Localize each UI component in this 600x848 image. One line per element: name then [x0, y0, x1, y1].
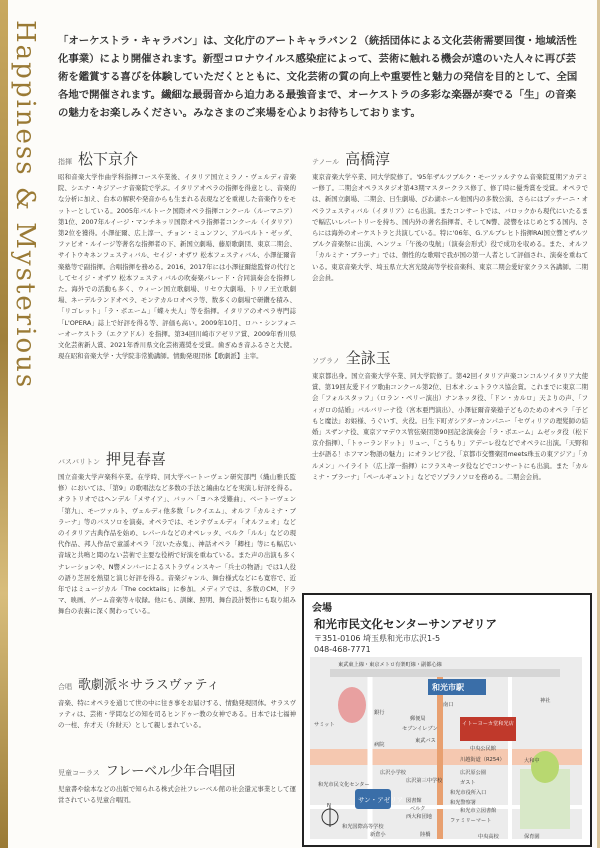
chorus-header: [58, 674, 219, 693]
map-ito: イトーヨーカ堂和光店: [462, 721, 514, 727]
soprano-header: [312, 347, 391, 368]
vertical-title: [10, 20, 40, 760]
kids-chorus-role: 児童コーラス: [58, 769, 100, 777]
conductor-name: 松下京介: [78, 150, 139, 168]
baritone-header: [58, 448, 166, 469]
map-bank: 銀行: [374, 710, 385, 716]
map-station: 和光市駅: [432, 683, 464, 692]
map-kiki: 和光市民文化センター: [318, 782, 370, 788]
map-line-label: 東武東上線・東京メトロ有楽町線・副都心線: [338, 662, 442, 668]
map-hospital: 病院: [374, 742, 385, 748]
map-bus: 東武バス: [415, 738, 436, 744]
venue-address-block: [314, 633, 440, 655]
map-belc: ベルク: [410, 806, 426, 812]
map-seven: セブンイレブン: [402, 726, 438, 732]
chorus-role: 合唱: [58, 683, 72, 691]
kids-chorus-name: フレーベル少年合唱団: [105, 764, 236, 779]
soprano-name: 全詠玉: [345, 349, 391, 367]
soprano-role: ソプラノ: [312, 357, 340, 365]
baritone-role: バスバリトン: [58, 458, 100, 466]
baritone-bio: 国立音楽大学声楽科卒業。在学時、同大学ベートーヴェン研究部門（織山雅氏監修）においては、「第9」の歌唱法など多数の手法と編曲などを実演し好評を得る。オラトリオではヘンデル「メサイア」、バッハ「ヨハネ受難曲」、ベートーヴェン「第九」、モーツァルト、ヴェルディ他多数「レクイエム」、オルフ「カルミナ・ブラーナ」等のバスソロを演奏。オペラでは、モンテヴェルディ「オルフェオ」などのイタリア古典作品を始め、レパールなどのオペレッタ、ベルク「ルル」などの現代作品、邦人作品で童謡オペラ「泣いた赤鬼」、神話オペラ「卿柱」等にも幅広い音域と共鳴と聞のない芸術で主要な役柄で好演を重ねている。また声の出演も多くナレーションや、N響メンバーによるストラヴィンスキー「兵士の物語」では1人役の語り芝居を熱望と演じ好評を得る。音楽ジャンル、舞台様式などにも寛容で、近年ではミュージカル「The cocktails」に参加。メディアでは、多数のCM、ドラマ、映画、ゲーム音楽等々収録。他にも、訓練、照明、舞台設計製作にも取り組み舞台の表裏に深く関わっている。: [58, 473, 296, 616]
tenor-bio: 東京音楽大学卒業、同大学院修了。'95年ザルツブルク・モーツァルテウム音楽院夏期アカデミー修了。二期会オペラスタジオ第43期マスタークラス修了、修了時に優秀賞を受賞。オペラでは、新国立劇場、二期会、日生劇場、びわ湖ホール他国内の多数公演、さらにはプッチーニ・オペラフェスティバル（イタリア）にも出演。またコンサートでは、バロックから現代にいたるまで幅広いレパートリーを持ち、国内外の著名指揮者、そしてN響、読響をはじめとする国内、さらには海外のオーケストラと共演している。特に'06年、G.アルブレヒト指揮RAI国立響とザルツブルク音楽祭に出演、ヘンツェ「午後の曳航」（演奏会形式）役で成功を収める。また、オルフ「カルミナ・ブラーナ」では、個性的な歌唱で我が国の第一人者として評価され、演奏を重ねている。東京音楽大学、埼玉県立大宮光陵高等学校音楽科、東京二期会愛好家クラス各講師。二期会会員。: [312, 173, 588, 282]
conductor-bio: 昭和音楽大学作曲学科指揮コース卒業後、イタリア国立ミラノ・ヴェルディ音楽院、シエナ・キジアーナ音楽院で学ぶ。イタリアオペラの指揮を得意とし、音楽的な分析に加え、台本の解釈や発音からも生まれる表現などを重視した音楽作りをモットーとしている。2005年バルトーク国際オペラ指揮コンクール（ルーマニア）第1位、2007年ルイージ・マンチネッリ国際オペラ指揮者コンクール（イタリア）第2位を獲得。小澤征爾、広上淳一、チョン・ミュンフン、アルベルト・ゼッダ、ファビオ・ルイージ等著名な指揮者の下、新国立劇場、藤原歌劇団、東京二期会、サイトウキネンフェスティバル、セイジ・オザワ 松本フェスティバル、小澤征爾音楽塾等で副指揮。合唱指揮を務める。2016、2017年には小澤征爾総監督の代行としてセイジ・オザワ 松本フェスティバルの吹奏楽パレード・合同演奏会を指揮した。海外での活動も多く、ウィーン国立歌劇場、リセウ大劇場、トリノ王立歌劇場、ネーデルランドオペラ、モンテカルロオペラ等、数多くの劇場で研鑽を積み、「リゴレット」「ラ・ボエーム」「蝶々夫人」等を指揮。イタリアのオペラ専門誌「L'OPERA」誌上で好評を得る等、評価も高い。2009年10月、ロハ・シンフォニーオーケストラ（エクアドル）を指揮。第34回川崎市アゼリア賞、2009年香川県文化芸術新人賞、2021年香川県文化芸術選奨を受賞。歯ぎぬき音ふるさと大使。現在昭和音楽大学・大学院非常勤講師。情動発現団体【歌劇派】主宰。: [58, 173, 296, 361]
map-central: 中央公民館: [470, 746, 496, 752]
baritone-name: 押見春喜: [106, 450, 167, 468]
map-familymart: ファミリーマート: [450, 818, 492, 824]
soprano-bio: 東京都出身。国立音楽大学卒業、同大学院修了。第42回イタリア声楽コンコルソイタリア大使賞、第19回友愛ドイツ歌曲コンクール第2位、日本オ.シュトラウス協会賞。これまでに東京二期会「フォルスタッフ」（ロラン・ペリー演出）ナンネッタ役、「ドン・カルロ」天よりの声、「フィガロの結婚」バルバリーナ役（宮本亜門演出）、小澤征爾音楽塾子どものためのオペラ「子どもと魔法」お姫様、うぐいす、火役。日生下町ガシアターカンパニー「セヴィリアの理髪師の結婚」スザンナ役、東京アマデウス管弦楽団第90回記念演奏会「ラ・ボエーム」ムゼッタ役（松下京介指揮）、「トゥーランドット」リュー、「こうもり」アデーレ役などでオペラに出演。「天野和士が語る！ホフマン物語の魅力」にオランピア役、「京都市交響楽団meets珠玉の東アジア」「カルメン」ハイライト（広上淳一指揮）にフラスキータ役などでコンサートにも出演。また「カルミナ・ブラーナ」「ペールギュント」などでソプラノソロを務める。二期会会員。: [312, 372, 588, 481]
tenor-header: [312, 148, 390, 169]
map-west-yamato: 西大和団地: [406, 814, 432, 820]
map-daycare: 保育園: [524, 834, 540, 840]
map-summit: サミット: [314, 722, 335, 728]
map-logo: サン・アゼリア: [358, 796, 404, 804]
map-hiro-elem: 広沢小学校: [380, 770, 406, 776]
map-police: 和光警察署: [450, 800, 476, 806]
map-gusto: ガスト: [460, 780, 476, 786]
map-south-exit: 南口: [443, 702, 454, 708]
kids-chorus-bio: 児童書や絵本などの出版で知られる株式会社フレーベル館の社会還元事業として運営されている児童合唱団。: [58, 785, 296, 805]
venue-label: 会場: [312, 603, 332, 614]
gold-edge-left: [0, 0, 8, 848]
chorus-bio: 音楽、特にオペラを通じて世の中に往き事をお届けする、情動発現団体。サラスヴァティは、芸術・学問などの知を司るヒンドゥー教の女神である。日本では七福神の一柱、弁才天（弁財天）として親しまれている。: [58, 699, 296, 730]
venue-address: 〒351-0106 埼玉県和光市広沢1-5: [314, 634, 441, 643]
conductor-header: [58, 148, 138, 169]
chorus-name: 歌劇派＊サラスヴァティ: [78, 678, 220, 693]
conductor-role: 指揮: [58, 158, 72, 166]
map-bridge: 陸橋: [420, 832, 431, 838]
map-road254: 川越街道（R254）: [460, 757, 505, 763]
venue-name: 和光市民文化センターサンアゼリア: [314, 617, 497, 631]
map-kokusai: 和光国際高等学校: [342, 824, 384, 830]
vertical-title-text: Happiness & Mysterious: [10, 20, 40, 390]
venue-map: [310, 657, 582, 839]
kids-chorus-header: [58, 760, 235, 779]
map-library: 図書館: [406, 798, 422, 804]
venue-phone: 048-468-7771: [314, 645, 371, 654]
map-north-icon: N: [327, 803, 331, 809]
map-junior: 中央高校: [478, 834, 499, 840]
map-high: 新倉小: [370, 832, 386, 838]
map-city-hall: 和光市役所入口: [450, 790, 487, 796]
map-park: 広沢原公園: [460, 770, 486, 776]
intro-paragraph: 「オーケストラ・キャラバン」は、文化庁のアートキャラバン２（統括団体による文化芸術需要回復・地域活性化事業）により開催されます。新型コロナウイルス感染症によって、芸術に触れる機会が遠のいた人々に再び芸術を鑑賞する喜びを体験していただくとともに、文化芸術の質の向上や重要性と魅力の発信を目的として、全国各地で開催されます。繊細な最弱音から迫力ある最強音まで、オーケストラの多彩な楽器が奏でる「生」の音楽の魅力をお楽しみください。みなさまのご来場を心よりお待ちしております。: [58, 35, 578, 119]
map-shrine: 神社: [540, 698, 551, 704]
map-daini: 大和中: [524, 758, 540, 764]
tenor-role: テノール: [312, 158, 340, 166]
venue-box: [302, 593, 592, 847]
tenor-name: 高橋淳: [345, 150, 391, 168]
map-post: 郵便局: [410, 716, 426, 722]
map-hiro-sta: 広沢第三中学校: [406, 778, 443, 784]
map-library2: 和光市立図書館: [460, 808, 497, 814]
